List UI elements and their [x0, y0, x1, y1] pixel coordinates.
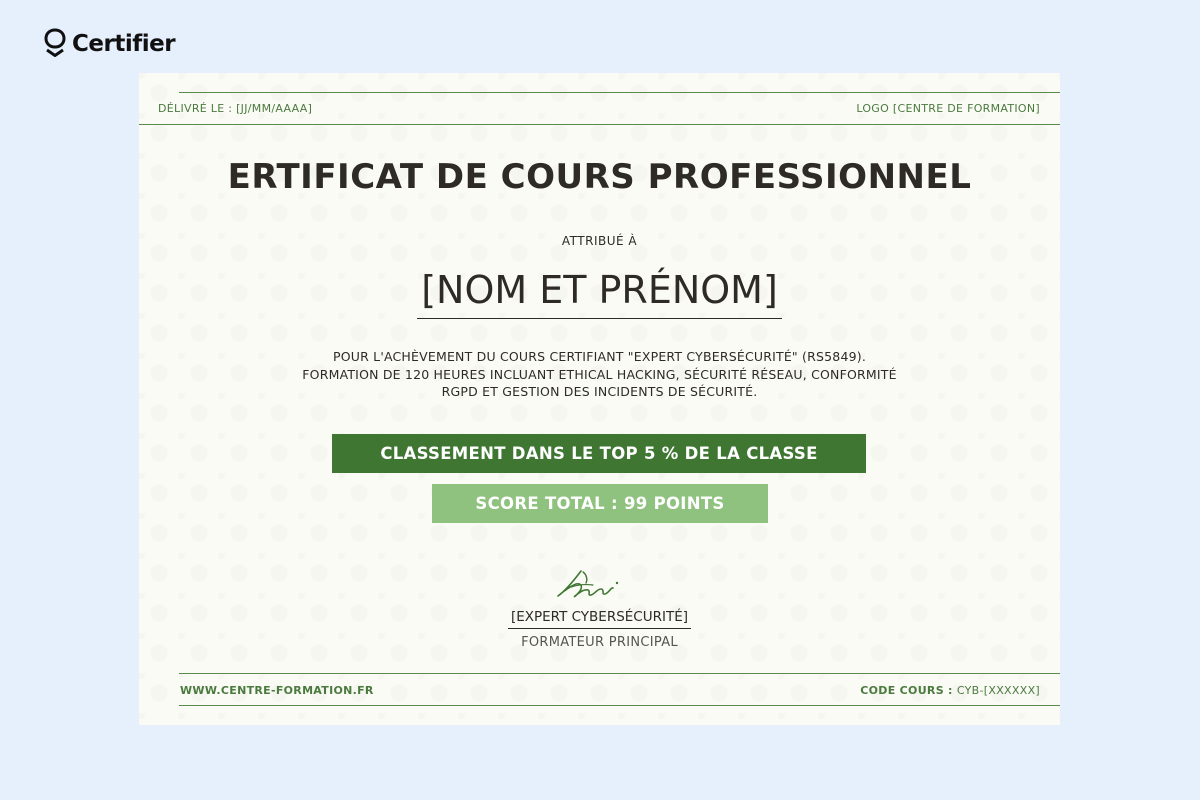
header-top-rule [179, 92, 1060, 93]
brand-logo [44, 28, 175, 60]
course-code [860, 684, 1040, 697]
signature-image [553, 565, 645, 605]
brand-name: Certifier [72, 31, 176, 57]
website-text: WWW.CENTRE-FORMATION.FR [180, 684, 374, 697]
issued-value: [JJ/MM/AAAA] [236, 102, 313, 115]
course-description [139, 348, 1060, 401]
recipient-name: [NOM ET PRÉNOM] [417, 268, 782, 319]
awarded-to-label: ATTRIBUÉ À [561, 234, 638, 248]
signer-block [139, 608, 1060, 629]
signer-name: [EXPERT CYBERSÉCURITÉ] [508, 609, 691, 629]
logo-placeholder: LOGO [CENTRE DE FORMATION] [856, 102, 1040, 115]
rank-banner: CLASSEMENT DANS LE TOP 5 % DE LA CLASSE [332, 434, 866, 473]
signer-role: FORMATEUR PRINCIPAL [521, 635, 678, 650]
description-line: RGPD ET GESTION DES INCIDENTS DE SÉCURITÉ. [441, 384, 758, 399]
description-line: POUR L'ACHÈVEMENT DU COURS CERTIFIANT "EXPERT CYBERSÉCURITÉ" (RS5849). [332, 349, 867, 364]
recipient-block [139, 268, 1060, 319]
certificate [139, 73, 1060, 725]
footer-top-rule [179, 673, 1060, 674]
score-banner: SCORE TOTAL : 99 POINTS [432, 484, 768, 523]
header-bottom-rule [139, 124, 1060, 125]
course-code-value: CYB-[XXXXXX] [956, 684, 1040, 697]
description-line: FORMATION DE 120 HEURES INCLUANT ETHICAL HACKING, SÉCURITÉ RÉSEAU, CONFORMITÉ [302, 366, 897, 382]
issued-date [158, 102, 312, 115]
issued-label: DÉLIVRÉ LE : [158, 102, 237, 115]
footer-bottom-rule [179, 705, 1060, 706]
certifier-logo-icon [44, 28, 66, 60]
course-code-label: CODE COURS : [860, 684, 957, 697]
certificate-title: ERTIFICAT DE COURS PROFESSIONNEL [227, 157, 972, 197]
